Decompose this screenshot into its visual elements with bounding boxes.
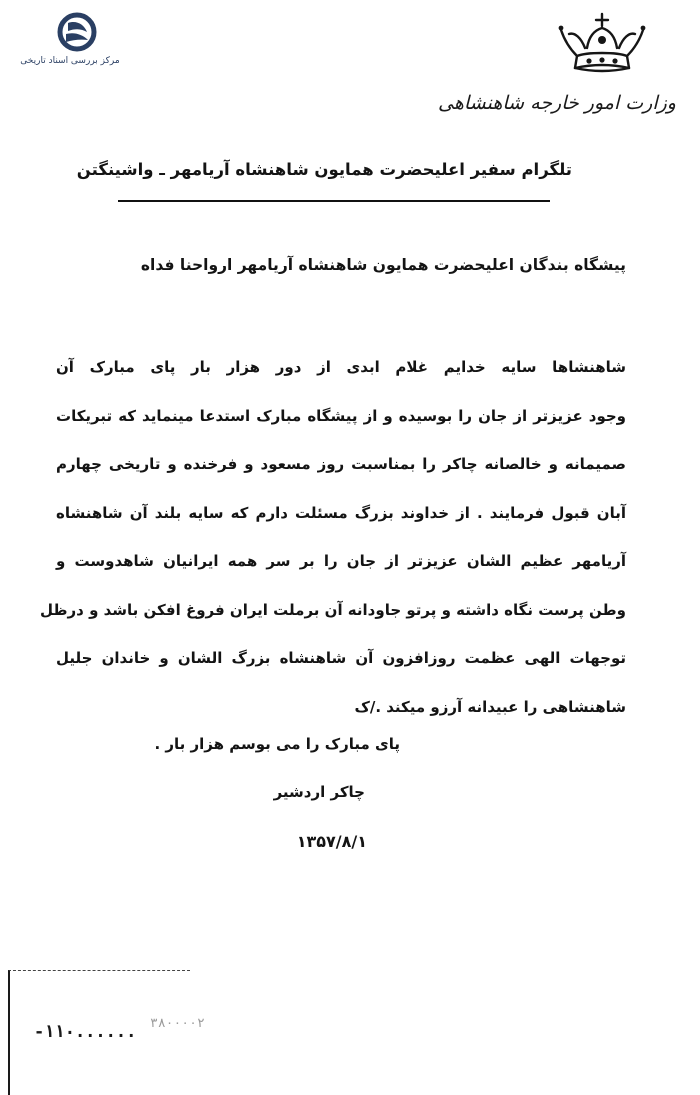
archive-caption: مرکز بررسی اسناد تاریخی [20, 56, 120, 66]
body-line: آبان قبول فرمایند . از خداوند بزرگ مسئلت دارم که سایه بلند آن شاهنشاه [56, 503, 626, 522]
reference-number: -۱۱۰...... [34, 1022, 137, 1042]
ministry-heading: وزارت امور خارجه شاهنشاهی [438, 92, 676, 114]
faded-reference: ۳۸۰۰۰۰۲ [150, 1016, 205, 1031]
body-line: شاهنشاها سایه خدایم غلام ابدی از دور هزار بار پای مبارک آن [56, 358, 626, 376]
body-line: شاهنشاهی را عبیدانه آرزو میکند ./ک [354, 697, 626, 716]
signatory: چاکر اردشیر [273, 783, 365, 801]
body-line: وجود عزیزتر از جان را بوسیده و از پیشگاه مبارک استدعا مینماید که تبریکات [56, 406, 626, 425]
body-line: صمیمانه و خالصانه چاکر را بمناسبت روز مسعود و فرخنده و تاریخی چهارم [56, 455, 626, 473]
letter-body [40, 352, 626, 740]
body-line: آریامهر عظیم الشان عزیزتر از جان را بر سر همه ایرانیان شاهدوست و [56, 552, 626, 570]
archive-logo [14, 10, 126, 70]
body-line: توجهات الهی عظمت روزافزون آن شاهنشاه بزرگ الشان و خاندان جلیل [56, 649, 626, 667]
imperial-crown-crest-icon [555, 8, 649, 78]
archive-emblem-icon [54, 12, 100, 52]
telegram-title: تلگرام سفیر اعلیحضرت همایون شاهنشاه آریامهر ـ واشینگتن [76, 160, 572, 179]
title-underline [118, 200, 550, 202]
closing-greeting: پای مبارک را می بوسم هزار بار . [154, 735, 400, 753]
body-line: وطن پرست نگاه داشته و پرتو جاودانه آن برملت ایران فروغ افکن باشد و درظل [40, 600, 626, 619]
salutation: پیشگاه بندگان اعلیحضرت همایون شاهنشاه آریامهر ارواحنا فداه [140, 256, 626, 274]
document-date: ۱۳۵۷/۸/۱ [296, 832, 367, 851]
